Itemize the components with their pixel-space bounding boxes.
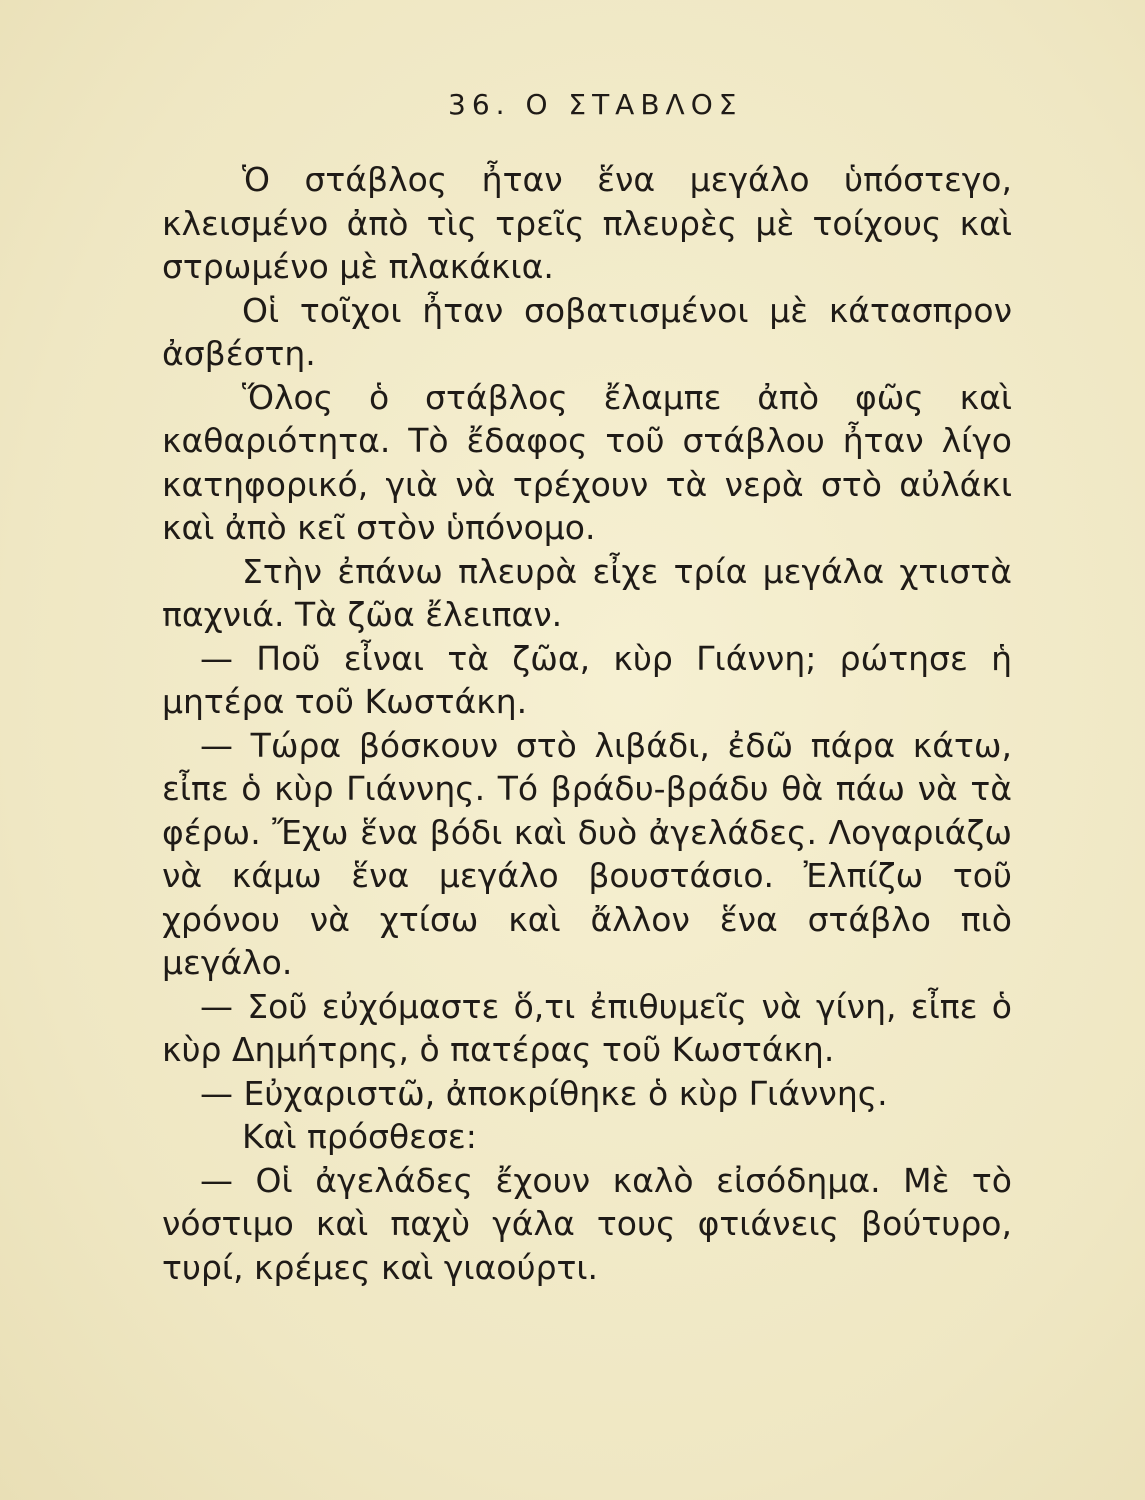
dialogue-paragraph: — Τώρα βόσκουν στὸ λιβάδι, ἐδῶ πάρα κάτω, εἶπε ὁ κὺρ Γιάννης. Τό βράδυ-βράδυ θὰ πάω νὰ τὰ φέρω. Ἔχω ἕνα βόδι καὶ δυὸ ἀγελάδες. Λογαριάζω νὰ κάμω ἕνα μεγάλο βουστάσιο. Ἐλπίζω τοῦ χρόνου νὰ χτίσω καὶ ἄλλον ἕνα στάβλο πιὸ μεγάλο. [162, 725, 1012, 982]
page-number: 36. [448, 88, 511, 121]
page-header [448, 88, 742, 121]
paragraph: Στὴν ἐπάνω πλευρὰ εἶχε τρία μεγάλα χτιστὰ παχνιά. Τὰ ζῶα ἔλειπαν. [162, 551, 1012, 634]
dialogue-paragraph: — Ποῦ εἶναι τὰ ζῶα, κὺρ Γιάννη; ρώτησε ἡ μητέρα τοῦ Κωστάκη. [162, 638, 1012, 721]
dialogue-paragraph: — Σοῦ εὐχόμαστε ὅ,τι ἐπιθυμεῖς νὰ γίνη, εἶπε ὁ κὺρ Δημήτρης, ὁ πατέρας τοῦ Κωστάκη. [162, 986, 1012, 1069]
dialogue-paragraph: — Εὐχαριστῶ, ἀποκρίθηκε ὁ κὺρ Γιάννης. [200, 1073, 888, 1113]
paragraph: Καὶ πρόσθεσε: [242, 1117, 477, 1156]
paragraph: Ὁ στάβλος ἦταν ἕνα μεγάλο ὑπόστεγο, κλεισμένο ἀπὸ τὶς τρεῖς πλευρὲς μὲ τοίχους καὶ στρωμένο μὲ πλακάκια. [162, 160, 1012, 286]
paragraph: Ὅλος ὁ στάβλος ἔλαμπε ἀπὸ φῶς καὶ καθαριότητα. Τὸ ἔδαφος τοῦ στάβλου ἦταν λίγο κατηφορικό, γιὰ νὰ τρέχουν τὰ νερὰ στὸ αὐλάκι καὶ ἀπὸ κεῖ στὸν ὑπόνομο. [162, 377, 1012, 547]
chapter-title: Ο ΣΤΑΒΛΟΣ [525, 88, 743, 121]
dialogue-paragraph: — Οἱ ἀγελάδες ἔχουν καλὸ εἰσόδημα. Μὲ τὸ νόστιμο καὶ παχὺ γάλα τους φτιάνεις βούτυρο, τυρί, κρέμες καὶ γιαούρτι. [162, 1160, 1012, 1287]
paragraph: Οἱ τοῖχοι ἦταν σοβατισμένοι μὲ κάτασπρον ἀσβέστη. [162, 290, 1012, 373]
body-text [162, 158, 1012, 1289]
